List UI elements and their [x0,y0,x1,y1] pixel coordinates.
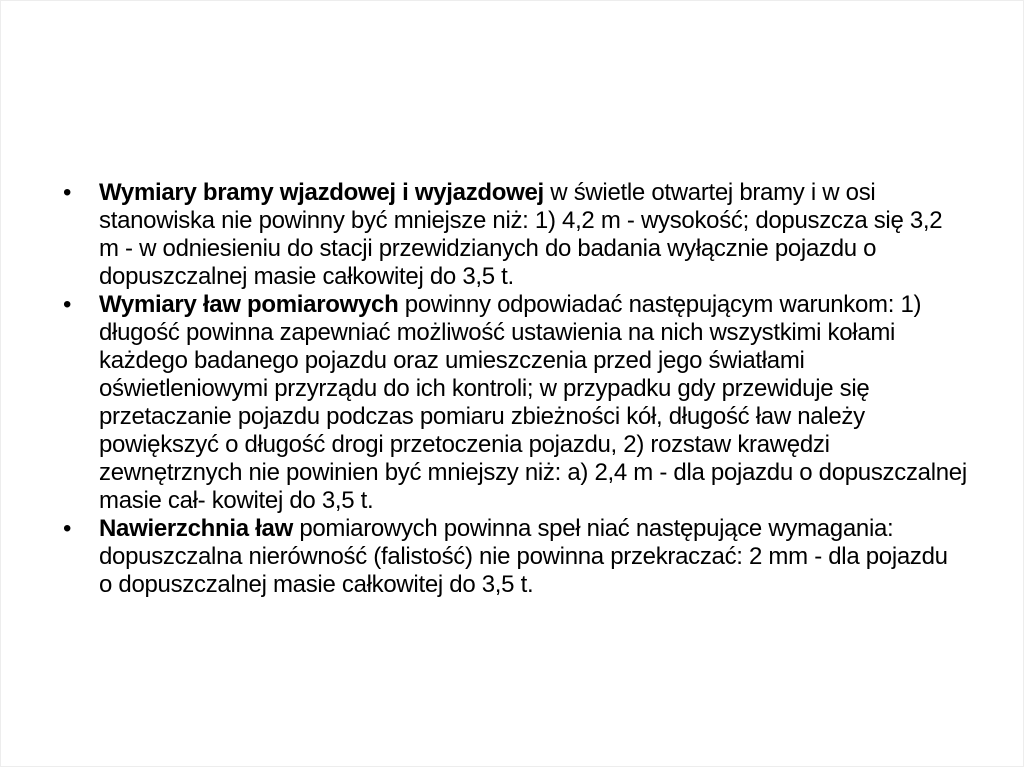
bullet-item [61,291,967,515]
bullet-item [61,515,967,599]
slide-content [61,179,967,599]
bullet-item [61,179,967,291]
bullet-text: pomiarowych powinna speł niać następujące wymagania: dopuszczalna nierówność (falistość) nie powinna przekraczać: 2 mm - dla pojazdu o dopuszczalnej masie całkowitej do 3,5 t. [99,515,948,598]
bullet-list [61,179,967,599]
bullet-bold-text: Nawierzchnia ław [99,515,293,542]
bullet-bold-text: Wymiary bramy wjazdowej i wyjazdowej [99,179,544,206]
bullet-bold-text: Wymiary ław pomiarowych [99,291,399,318]
bullet-text: w świetle otwartej bramy i w osi stanowiska nie powinny być mniejsze niż: 1) 4,2 m - wysokość; dopuszcza się 3,2 m - w odniesieniu do stacji przewidzianych do badania wyłącznie pojazdu o dopuszczalnej masie całkowitej do 3,5 t. [99,179,943,290]
bullet-text: powinny odpowiadać następującym warunkom: 1) długość powinna zapewniać możliwość ustawienia na nich wszystkimi kołami każdego badanego pojazdu oraz umieszczenia przed jego światłami oświetleniowymi przyrządu do ich kontroli; w przypadku gdy przewiduje się przetaczanie pojazdu podczas pomiaru zbieżności kół, długość ław należy powiększyć o długość drogi przetoczenia pojazdu, 2) rozstaw krawędzi zewnętrznych nie powinien być mniejszy niż: a) 2,4 m - dla pojazdu o dopuszczalnej masie cał- kowitej do 3,5 t. [99,291,967,514]
